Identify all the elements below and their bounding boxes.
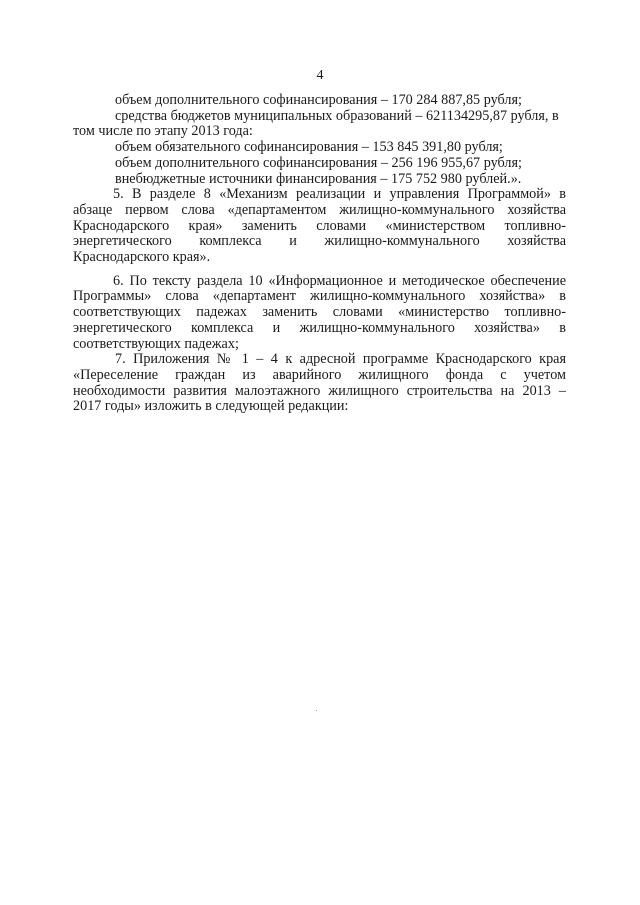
text-line: Краснодарского края» заменить словами «министерством топливно-	[73, 217, 566, 234]
page-number: 4	[316, 68, 324, 83]
text-line: «Переселение граждан из аварийного жилищного фонда с учетом	[73, 366, 566, 383]
document-body	[73, 93, 566, 415]
text-line: соответствующих падежах заменить словами «министерство топливно-	[73, 304, 566, 321]
text-line: 7. Приложения № 1 – 4 к адресной программе Краснодарского края	[115, 351, 566, 368]
text-line: объем дополнительного софинансирования – 170 284 887,85 рубля;	[115, 92, 522, 108]
text-line: объем обязательного софинансирования – 153 845 391,80 рубля;	[115, 139, 503, 156]
text-line: абзаце первом слова «департаментом жилищно-коммунального хозяйства	[73, 201, 566, 218]
text-line: том числе по этапу 2013 года:	[73, 123, 253, 140]
scan-speck	[316, 710, 317, 711]
text-line: средства бюджетов муниципальных образований – 621134295,87 рубля, в	[115, 107, 559, 124]
text-line: необходимости развития малоэтажного жилищного строительства на 2013 –	[73, 382, 566, 399]
text-line: Программы» слова «департамент жилищно-коммунального хозяйства» в	[73, 288, 566, 305]
text-line: 2017 годы» изложить в следующей редакции:	[73, 398, 349, 415]
text-line: энергетического комплекса и жилищно-коммунального хозяйства	[73, 233, 566, 250]
text-line: Краснодарского края».	[73, 249, 211, 266]
text-line: объем дополнительного софинансирования – 256 196 955,67 рубля;	[115, 154, 522, 171]
text-line: 6. По тексту раздела 10 «Информационное и методическое обеспечение	[113, 272, 566, 289]
text-line: соответствующих падежах;	[73, 335, 239, 352]
text-line: 5. В разделе 8 «Механизм реализации и управления Программой» в	[113, 186, 566, 203]
text-line: внебюджетные источники финансирования – 175 752 980 рублей.».	[115, 170, 522, 187]
text-line: энергетического комплекса и жилищно-коммунального хозяйства» в	[73, 319, 566, 336]
